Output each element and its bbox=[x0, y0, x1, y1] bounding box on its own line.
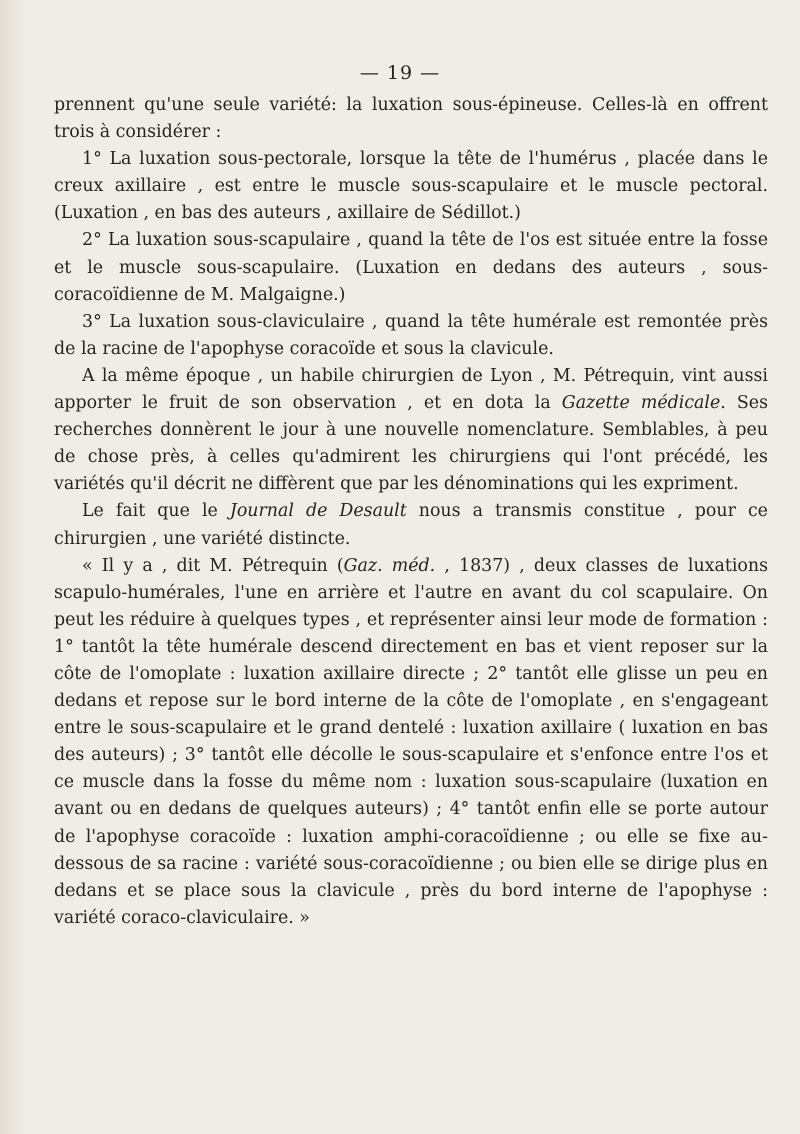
text-run: 3° La luxation sous-claviculaire , quand la tête humérale est remontée près de la racine de l'apophyse coracoïde et sous la clavicule. bbox=[54, 311, 768, 359]
body-text bbox=[54, 92, 768, 932]
text-run: . Ses recherches donnèrent le jour à une nouvelle nomenclature. Semblables, à peu de chose près, à celles qu'admirent les chirurgiens qui l'ont précédé, les variétés qu'il décrit ne diffèrent que par les dénominations qui les expriment. bbox=[54, 393, 768, 495]
text-run: 1° La luxation sous-pectorale, lorsque la tête de l'humérus , placée dans le creux axillaire , est entre le muscle sous-scapulaire et le muscle pectoral. (Luxation , en bas des auteurs , axillaire de Sédillot.) bbox=[54, 149, 768, 224]
text-run: 2° La luxation sous-scapulaire , quand la tête de l'os est située entre la fosse et le muscle sous-scapulaire. (Luxation en dedans des auteurs , sous-coracoïdienne de M. Malgaigne.) bbox=[54, 230, 768, 305]
paragraph bbox=[54, 498, 768, 552]
paragraph bbox=[54, 309, 768, 363]
text-run: , 1837) , deux classes de luxations scapulo-humérales, l'une en arrière et l'autre en avant du col scapulaire. On peut les réduire à quelques types , et représenter ainsi leur mode de formation : 1° tantôt la tête humérale descend directement en bas et vient reposer sur la côte de l'omoplate : luxation axillaire directe ; 2° tantôt elle glisse un peu en dedans et repose sur le bord interne de la côte de l'omoplate , en s'engageant entre le sous-scapulaire et le grand dentelé : luxation axillaire ( luxation en bas des auteurs) ; 3° tantôt elle décolle le sous-scapulaire et s'enfonce entre l'os et ce muscle dans la fosse du même nom : luxation sous-scapulaire (luxation en avant ou en dedans de quelques auteurs) ; 4° tantôt enfin elle se porte autour de l'apophyse coracoïde : luxation amphi-coracoïdienne ; ou elle se fixe au-dessous de sa racine : variété sous-coracoïdienne ; ou bien elle se dirige plus en dedans et se place sous la clavicule , près du bord interne de l'apophyse : variété coraco-claviculaire. » bbox=[54, 555, 768, 928]
text-run: « Il y a , dit M. Pétrequin ( bbox=[82, 555, 344, 576]
page-edge-shadow bbox=[0, 0, 26, 1134]
text-run: prennent qu'une seule variété: la luxation sous-épineuse. Celles-là en offrent trois à considérer : bbox=[54, 95, 768, 143]
text-run: nous a transmis constitue , pour ce chirurgien , une variété distincte. bbox=[54, 501, 768, 549]
italic-text: Gazette médicale bbox=[561, 393, 721, 414]
paragraph bbox=[54, 363, 768, 498]
paragraph bbox=[54, 553, 768, 932]
page-number: — 19 — bbox=[359, 62, 441, 84]
paragraph bbox=[54, 92, 768, 146]
text-run: A la même époque , un habile chirurgien de Lyon , M. Pétrequin, vint aussi apporter le fruit de son observation , et en dota la bbox=[54, 365, 768, 414]
paragraph bbox=[54, 227, 768, 308]
paragraph bbox=[54, 146, 768, 227]
text-run: Le fait que le bbox=[82, 501, 230, 522]
italic-text: Gaz. méd. bbox=[343, 555, 436, 576]
italic-text: Journal de Desault bbox=[229, 501, 407, 522]
